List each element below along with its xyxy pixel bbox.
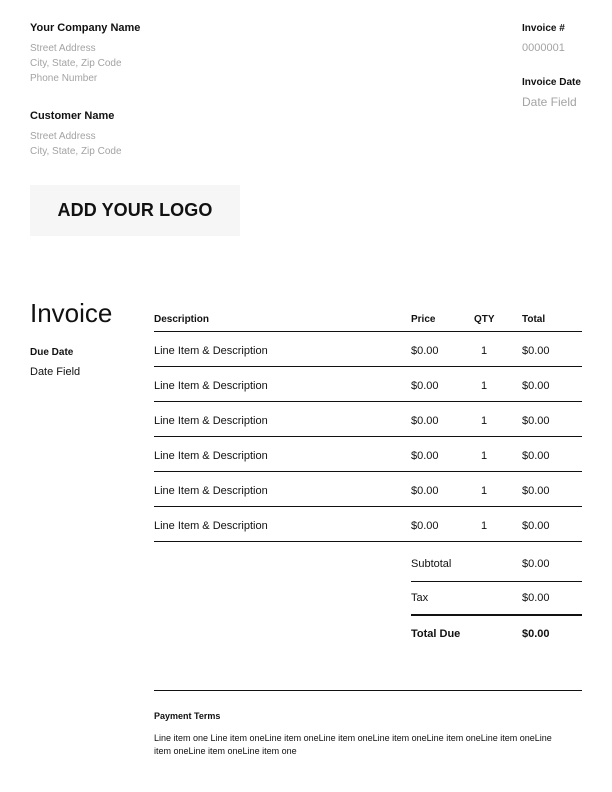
row-description: Line Item & Description [154,415,268,427]
row-description: Line Item & Description [154,520,268,532]
due-date-value: Date Field [30,366,81,378]
row-price: $0.00 [411,415,439,427]
row-price: $0.00 [411,380,439,392]
row-qty: 1 [481,520,488,532]
row-qty: 1 [481,485,488,497]
tax-label: Tax [411,592,429,604]
logo-placeholder [30,185,240,236]
row-total: $0.00 [522,485,550,497]
row-description: Line Item & Description [154,485,268,497]
company-name: Your Company Name [30,22,141,34]
company-phone: Phone Number [30,73,98,84]
row-description: Line Item & Description [154,345,268,357]
row-total: $0.00 [522,450,550,462]
payment-terms-label: Payment Terms [154,711,221,721]
header-price: Price [411,314,436,325]
table-row [154,402,582,437]
row-qty: 1 [481,380,488,392]
subtotal-label: Subtotal [411,558,452,570]
payment-terms-text: Line item one Line item oneLine item oneLine item oneLine item oneLine item oneLine item oneLine item oneLine item oneLine item one [154,733,552,756]
header-qty: QTY [474,314,495,325]
row-total: $0.00 [522,345,550,357]
row-description: Line Item & Description [154,450,268,462]
line-items-table [154,306,582,542]
table-row [154,507,582,542]
table-row [154,437,582,472]
logo-text: ADD YOUR LOGO [57,200,213,220]
total-due-value: $0.00 [522,628,550,640]
table-header [154,306,582,332]
header-description: Description [154,314,210,325]
customer-name: Customer Name [30,110,115,122]
customer-city: City, State, Zip Code [30,146,122,157]
summary-block [411,545,582,652]
row-qty: 1 [481,415,488,427]
row-price: $0.00 [411,450,439,462]
tax-value: $0.00 [522,592,550,604]
row-total: $0.00 [522,380,550,392]
invoice-number-label: Invoice # [522,23,565,34]
invoice-date-value: Date Field [522,95,577,109]
total-due-row [411,616,582,652]
total-due-label: Total Due [411,628,461,640]
row-price: $0.00 [411,520,439,532]
header-total: Total [522,314,546,325]
invoice-date-label: Invoice Date [522,77,581,88]
row-total: $0.00 [522,520,550,532]
company-city: City, State, Zip Code [30,58,122,69]
subtotal-row [411,545,582,582]
tax-row [411,582,582,616]
payment-terms-divider [154,690,582,691]
table-row [154,332,582,367]
subtotal-value: $0.00 [522,558,550,570]
row-qty: 1 [481,450,488,462]
row-price: $0.00 [411,345,439,357]
invoice-number-value: 0000001 [522,42,565,54]
row-description: Line Item & Description [154,380,268,392]
table-row [154,367,582,402]
invoice-title: Invoice [30,298,113,328]
table-row [154,472,582,507]
row-price: $0.00 [411,485,439,497]
row-total: $0.00 [522,415,550,427]
company-street: Street Address [30,43,96,54]
due-date-label: Due Date [30,347,74,358]
customer-street: Street Address [30,131,96,142]
row-qty: 1 [481,345,488,357]
